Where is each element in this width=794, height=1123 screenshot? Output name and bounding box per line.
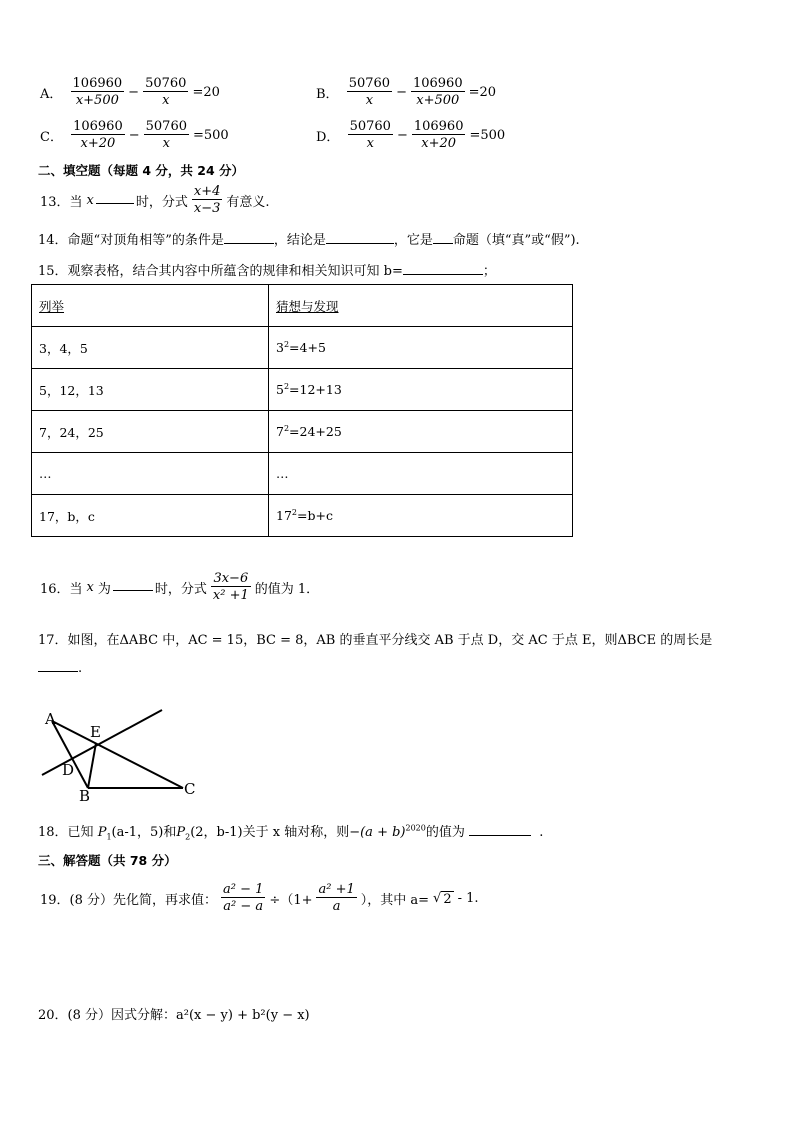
table-cell: 5，12，13 bbox=[32, 369, 269, 411]
question-text: 17．如图，在ΔABC 中，AC = 15，BC = 8，AB 的垂直平分线交 AB 于点 D，交 AC 于点 E，则ΔBCE 的周长是 bbox=[38, 633, 713, 648]
rhs: =500 bbox=[193, 128, 229, 143]
exponent: 2 bbox=[291, 507, 297, 517]
table-cell bbox=[269, 327, 573, 369]
question-text: . bbox=[539, 825, 544, 840]
table-cell: 17，b，c bbox=[32, 495, 269, 537]
equation-rest: =12+13 bbox=[289, 382, 342, 398]
question-text: 命题（填“真”或“假”). bbox=[452, 233, 580, 248]
table-row bbox=[32, 369, 573, 411]
question-16 bbox=[38, 571, 321, 604]
base: 17 bbox=[276, 508, 292, 524]
denominator: x+20 bbox=[71, 134, 125, 152]
answer-blank[interactable] bbox=[403, 263, 483, 275]
denominator: a bbox=[316, 897, 356, 915]
equation-rest: =b+c bbox=[297, 508, 333, 524]
table-row bbox=[32, 327, 573, 369]
question-text: 的值为 1． bbox=[254, 582, 320, 597]
exponent: 2020 bbox=[405, 823, 426, 833]
denominator: x² +1 bbox=[212, 588, 249, 603]
question-text: 14．命题“对顶角相等”的条件是 bbox=[38, 233, 224, 248]
question-19 bbox=[38, 882, 481, 915]
numerator: 50760 bbox=[145, 119, 187, 134]
base: … bbox=[276, 466, 289, 482]
exponent: 2 bbox=[283, 423, 290, 433]
label-b: B bbox=[79, 787, 91, 804]
question-17 bbox=[38, 629, 712, 648]
answer-blank[interactable] bbox=[96, 192, 134, 204]
section-heading-fill-in: 二、填空题（每题 4 分，共 24 分） bbox=[38, 163, 245, 178]
fraction bbox=[411, 76, 465, 109]
rhs: =500 bbox=[469, 128, 506, 143]
question-text: 13．当 bbox=[40, 195, 83, 210]
answer-blank[interactable] bbox=[469, 824, 531, 836]
operator: − bbox=[396, 128, 408, 143]
question-17-continuation bbox=[38, 660, 82, 676]
question-text: 16．当 bbox=[40, 582, 83, 597]
question-text: 时，分式 bbox=[154, 582, 207, 597]
fraction bbox=[348, 119, 393, 152]
question-text: 15．观察表格，结合其内容中所蕴含的规律和相关知识可知 b= bbox=[38, 264, 403, 279]
operator: − bbox=[128, 85, 140, 100]
question-text: - 1. bbox=[457, 891, 479, 906]
question-text: ； bbox=[482, 264, 496, 279]
table-cell bbox=[269, 369, 573, 411]
denominator: x+500 bbox=[71, 91, 125, 109]
fraction bbox=[144, 119, 189, 152]
denominator: a² − a bbox=[221, 897, 265, 915]
exponent: 2 bbox=[283, 381, 290, 391]
equation-rest: =4+5 bbox=[289, 340, 326, 356]
fraction bbox=[316, 882, 356, 915]
base: 7 bbox=[276, 424, 284, 440]
question-text: 有意义. bbox=[226, 195, 270, 210]
denominator: x bbox=[348, 134, 393, 152]
base: 5 bbox=[276, 382, 284, 398]
numerator: 50760 bbox=[349, 119, 391, 134]
question-text: ，结论是 bbox=[273, 233, 326, 248]
numerator: x+4 bbox=[193, 184, 221, 199]
label-a: A bbox=[45, 710, 56, 728]
denominator: x−3 bbox=[193, 201, 221, 216]
table-cell bbox=[269, 495, 573, 537]
fraction bbox=[221, 882, 265, 915]
subscript: 2 bbox=[185, 832, 191, 842]
numerator: a² +1 bbox=[318, 882, 355, 897]
option-a bbox=[38, 76, 222, 109]
question-text: 时，分式 bbox=[135, 195, 188, 210]
numerator: a² − 1 bbox=[223, 882, 264, 897]
question-text: (2，b-1)关于 x 轴对称，则 bbox=[190, 825, 350, 840]
label-d: D bbox=[62, 761, 75, 779]
option-c bbox=[38, 119, 231, 152]
denominator: x bbox=[347, 91, 392, 109]
equation-rest: =24+25 bbox=[289, 424, 342, 440]
numerator: 3x−6 bbox=[213, 571, 249, 586]
option-label: B． bbox=[316, 87, 339, 102]
table-header-cell: 猜想与发现 bbox=[269, 285, 573, 327]
fraction bbox=[71, 119, 125, 152]
denominator: x+20 bbox=[412, 134, 466, 152]
answer-blank[interactable] bbox=[38, 660, 78, 672]
numerator: 106960 bbox=[73, 119, 123, 134]
fraction bbox=[71, 76, 125, 109]
label-c: C bbox=[184, 780, 196, 798]
denominator: x bbox=[143, 91, 188, 109]
table-header-cell: 列举 bbox=[32, 285, 269, 327]
fraction bbox=[143, 76, 188, 109]
question-14 bbox=[38, 229, 580, 248]
point-name: P bbox=[97, 825, 107, 840]
operator: − bbox=[396, 85, 407, 100]
question-text: 19．(8 分）先化简，再求值： bbox=[40, 893, 218, 908]
question-text: 18．已知 bbox=[38, 825, 98, 840]
table-cell: 7，24，25 bbox=[32, 411, 269, 453]
option-label: A． bbox=[40, 87, 63, 102]
fraction bbox=[412, 119, 466, 152]
table-row bbox=[32, 411, 573, 453]
table-row bbox=[32, 453, 573, 495]
answer-blank[interactable] bbox=[433, 232, 453, 244]
numerator: 50760 bbox=[348, 76, 391, 91]
question-text: . bbox=[78, 661, 83, 676]
base: 3 bbox=[276, 340, 284, 356]
exponent: 2 bbox=[283, 339, 290, 349]
point-name: P bbox=[176, 825, 186, 840]
variable: x bbox=[86, 193, 94, 208]
table-cell bbox=[269, 453, 573, 495]
triangle-figure bbox=[36, 704, 206, 804]
table-cell: 3，4，5 bbox=[32, 327, 269, 369]
answer-blank[interactable] bbox=[326, 232, 394, 244]
denominator: x+500 bbox=[411, 91, 465, 109]
rhs: =20 bbox=[468, 85, 497, 100]
question-20: 20．(8 分）因式分解：a²(x − y) + b²(y − x) bbox=[38, 1008, 310, 1023]
rhs: =20 bbox=[192, 85, 220, 100]
table-cell bbox=[269, 411, 573, 453]
perpendicular-bisector bbox=[42, 710, 162, 775]
observation-table bbox=[31, 284, 573, 537]
fraction bbox=[347, 76, 392, 109]
question-text: ），其中 a= bbox=[360, 893, 430, 908]
operator: ÷（1+ bbox=[269, 893, 313, 908]
table-cell: … bbox=[32, 453, 269, 495]
fraction bbox=[211, 571, 251, 604]
numerator: 106960 bbox=[72, 76, 123, 91]
operator: − bbox=[128, 128, 140, 143]
option-label: C． bbox=[40, 130, 63, 145]
subscript: 1 bbox=[106, 832, 112, 842]
numerator: 106960 bbox=[413, 119, 464, 134]
question-15 bbox=[38, 260, 496, 279]
question-text: 的值为 bbox=[425, 825, 465, 840]
option-d bbox=[314, 119, 507, 152]
variable: x bbox=[86, 580, 94, 595]
expression: −(a + b) bbox=[349, 825, 406, 840]
section-heading-solutions: 三、解答题（共 78 分） bbox=[38, 853, 177, 868]
table-header-row bbox=[32, 285, 573, 327]
answer-blank[interactable] bbox=[224, 232, 274, 244]
sqrt-symbol: √ bbox=[433, 891, 442, 906]
label-e: E bbox=[90, 723, 101, 741]
question-18 bbox=[38, 821, 543, 842]
answer-blank[interactable] bbox=[113, 579, 153, 591]
denominator: x bbox=[144, 134, 189, 152]
question-13 bbox=[38, 184, 272, 217]
radicand: 2 bbox=[443, 891, 452, 907]
fraction bbox=[192, 184, 223, 217]
question-text: ，它是 bbox=[393, 233, 433, 248]
option-label: D． bbox=[316, 130, 340, 145]
question-text: (a-1，5)和 bbox=[111, 825, 177, 840]
numerator: 106960 bbox=[412, 76, 463, 91]
table-row bbox=[32, 495, 573, 537]
numerator: 50760 bbox=[145, 76, 187, 91]
question-text: 为 bbox=[97, 582, 111, 597]
option-b bbox=[314, 76, 498, 109]
